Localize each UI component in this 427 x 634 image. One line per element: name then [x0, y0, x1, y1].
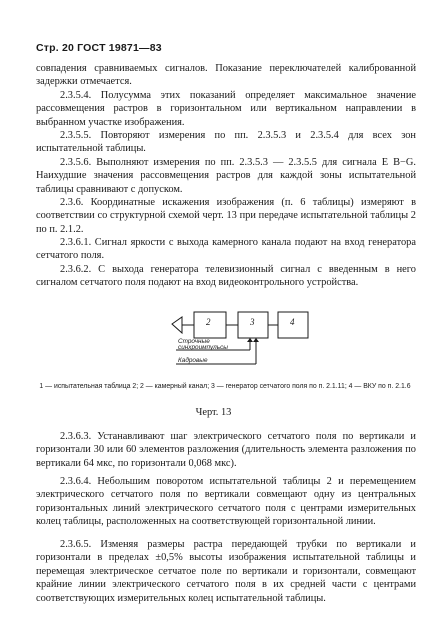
arrow-up-1	[247, 338, 253, 342]
block-diagram	[170, 300, 310, 378]
paragraph-2-3-6-1: 2.3.6.1. Сигнал яркости с выхода камерного канала подают на вход генератора сетчатого поля.	[36, 237, 416, 262]
line-sync-label-2: синхроимпульсы	[178, 344, 229, 351]
box-4-label: 4	[290, 317, 295, 327]
test-table-symbol	[172, 317, 182, 333]
paragraph-2-3-6-4: 2.3.6.4. Небольшим поворотом испытательной таблицы 2 и перемещением электрического сетчатого поля по вертикали совмещают одну из центральных горизонтальных линий электрического сетчатого поля с центрами измерительных колец таблицы, расположенных на соответствующей горизонтальной линии.	[36, 476, 416, 528]
arrow-up-2	[253, 338, 259, 342]
paragraph-2-3-5-5: 2.3.5.5. Повторяют измерения по пп. 2.3.5.3 и 2.3.5.4 для всех зон испытательной таблицы.	[36, 130, 416, 155]
frame-sync-label: Кадровые	[178, 357, 208, 364]
paragraph-2-3-6: 2.3.6. Координатные искажения изображения (п. 6 таблицы) измеряют в соответствии со структурной схемой черт. 13 при передаче испытательной таблицы 2 по п. 2.1.2.	[36, 197, 416, 235]
paragraph-2-3-6-3: 2.3.6.3. Устанавливают шаг электрического сетчатого поля по вертикали и горизонтали 30 или 60 элементов разложения (длительность элемента разложения по вертикали 64 мкс, по горизонтали 0,068 мкс).	[36, 431, 416, 469]
box-3-label: 3	[250, 317, 255, 327]
figure-legend: 1 — испытательная таблица 2; 2 — камерный канал; 3 — генератор сетчатого поля по п. 2.1.11; 4 — ВКУ по п. 2.1.6	[39, 383, 411, 390]
paragraph-continuation: совпадения сравниваемых сигналов. Показание переключателей калиброванной задержки отмечается.	[36, 63, 416, 88]
line-sync-label-1: Строчные	[178, 338, 210, 345]
page-header: Стр. 20 ГОСТ 19871—83	[36, 42, 162, 54]
paragraph-2-3-6-2: 2.3.6.2. С выхода генератора телевизионный сигнал с введенным в него сигналом сетчатого поля подают на вход видеоконтрольного устройства.	[36, 264, 416, 289]
box-2-label: 2	[206, 317, 211, 327]
figure-caption: Черт. 13	[195, 407, 232, 418]
paragraph-2-3-5-6: 2.3.5.6. Выполняют измерения по пп. 2.3.5.3 — 2.3.5.5 для сигнала E B−G. Наихудшие значения рассовмещения растров для каждой зоны испытательной таблицы сравнивают с допуском.	[36, 157, 416, 195]
paragraph-2-3-5-4: 2.3.5.4. Полусумма этих показаний определяет максимальное значение рассовмещения растров в горизонтальном или вертикальном направлении в выбранном участке изображения.	[36, 90, 416, 128]
paragraph-2-3-6-5: 2.3.6.5. Изменяя размеры растра передающей трубки по вертикали и горизонтали в пределах ±0,5% высоты изображения испытательной таблицы и перемещая электрическое сетчатое поле по вертикали и горизонтали, совмещают крайние линии электрического сетчатого поля в их средней части с центрами соответствующих измерительных колец испытательной таблицы.	[36, 539, 416, 604]
